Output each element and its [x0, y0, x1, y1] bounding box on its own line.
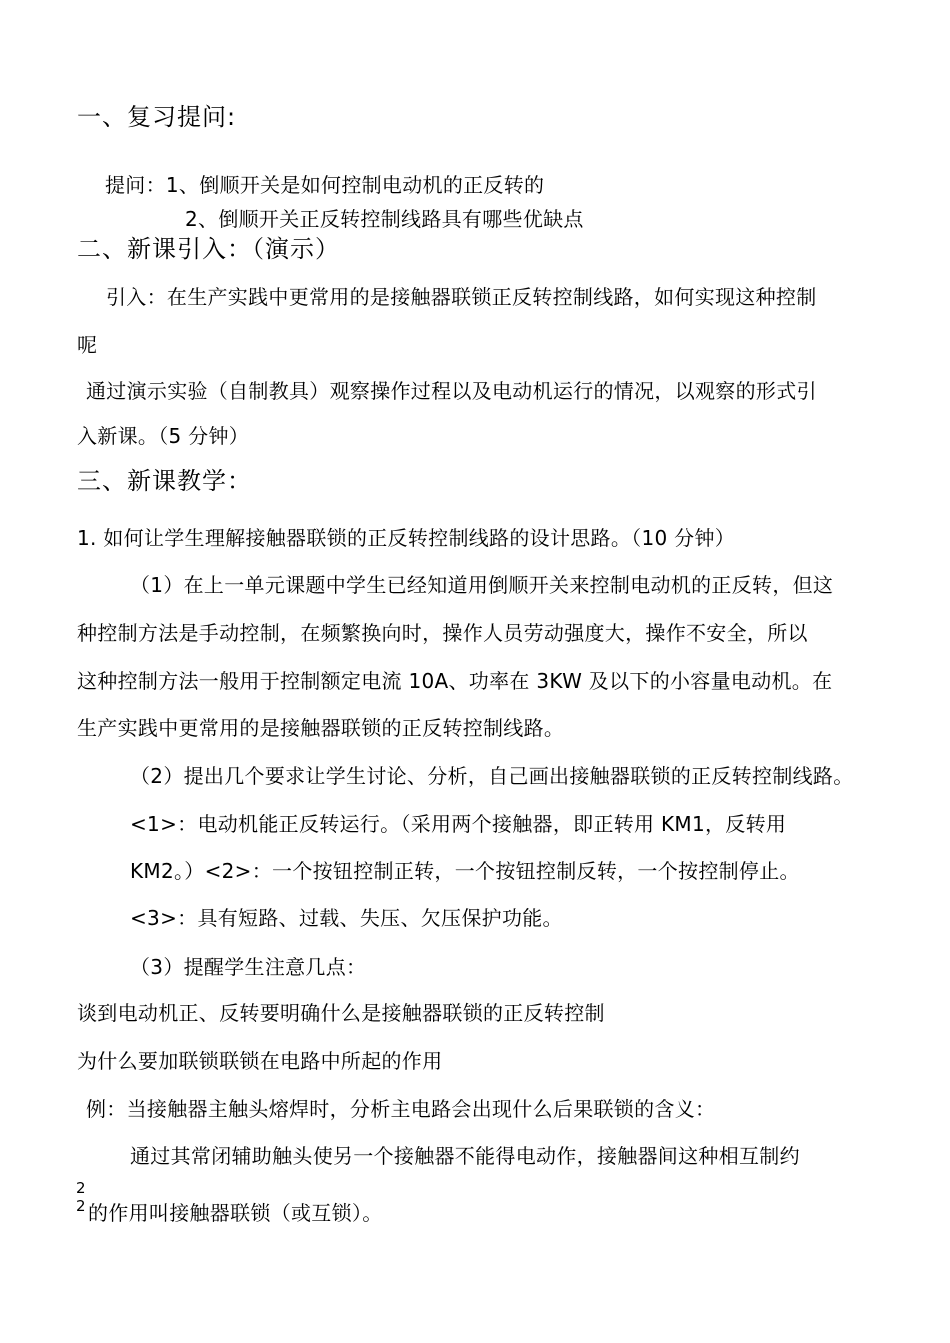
example-line: 例：当接触器主触头熔焊时，分析主电路会出现什么后果联锁的含义： — [86, 1097, 716, 1121]
note-1: 谈到电动机正、反转要明确什么是接触器联锁的正反转控制 — [77, 1001, 605, 1025]
paragraph-1-line: 生产实践中更常用的是接触器联锁的正反转控制线路。 — [77, 716, 565, 740]
demo-paragraph-line: 通过演示实验（自制教具）观察操作过程以及电动机运行的情况，以观察的形式引 — [86, 379, 817, 403]
definition-line: 通过其常闭辅助触头使另一个接触器不能得电动作，接触器间这种相互制约 — [130, 1144, 800, 1168]
section-heading-intro: 二、新课引入：（演示） — [77, 235, 340, 263]
paragraph-2: （2）提出几个要求让学生讨论、分析，自己画出接触器联锁的正反转控制线路。 — [130, 764, 854, 788]
section-heading-teaching: 三、新课教学： — [77, 467, 252, 495]
paragraph-1-line: 这种控制方法一般用于控制额定电流 10A、功率在 3KW 及以下的小容量电动机。在 — [77, 669, 833, 693]
paragraph-1-line: 种控制方法是手动控制，在频繁换向时，操作人员劳动强度大，操作不安全，所以 — [77, 621, 808, 645]
review-question-1: 提问：1、倒顺开关是如何控制电动机的正反转的 — [105, 173, 545, 197]
requirement-1-line: KM2。）<2>：一个按钮控制正转，一个按钮控制反转，一个按控制停止。 — [130, 859, 800, 883]
intro-paragraph-line: 引入：在生产实践中更常用的是接触器联锁正反转控制线路，如何实现这种控制 — [106, 285, 817, 309]
note-2: 为什么要加联锁联锁在电路中所起的作用 — [77, 1049, 443, 1073]
requirement-1-line: <1>：电动机能正反转运行。（采用两个接触器，即正转用 KM1，反转用 — [130, 812, 787, 836]
page-number-mark: 2 — [76, 1197, 86, 1215]
intro-paragraph-line: 呢 — [77, 333, 98, 357]
requirement-3: <3>：具有短路、过载、失压、欠压保护功能。 — [130, 906, 563, 930]
teaching-item-1: 1. 如何让学生理解接触器联锁的正反转控制线路的设计思路。（10 分钟） — [77, 526, 736, 550]
demo-paragraph-line: 入新课。（5 分钟） — [77, 424, 250, 448]
review-question-2: 2、倒顺开关正反转控制线路具有哪些优缺点 — [185, 207, 584, 231]
paragraph-1-line: （1）在上一单元课题中学生已经知道用倒顺开关来控制电动机的正反转，但这 — [130, 573, 834, 597]
section-heading-review: 一、复习提问: — [77, 103, 237, 131]
page-number-mark: 2 — [76, 1179, 86, 1197]
paragraph-3: （3）提醒学生注意几点： — [130, 955, 367, 979]
definition-line: 的作用叫接触器联锁（或互锁）。 — [88, 1201, 383, 1225]
